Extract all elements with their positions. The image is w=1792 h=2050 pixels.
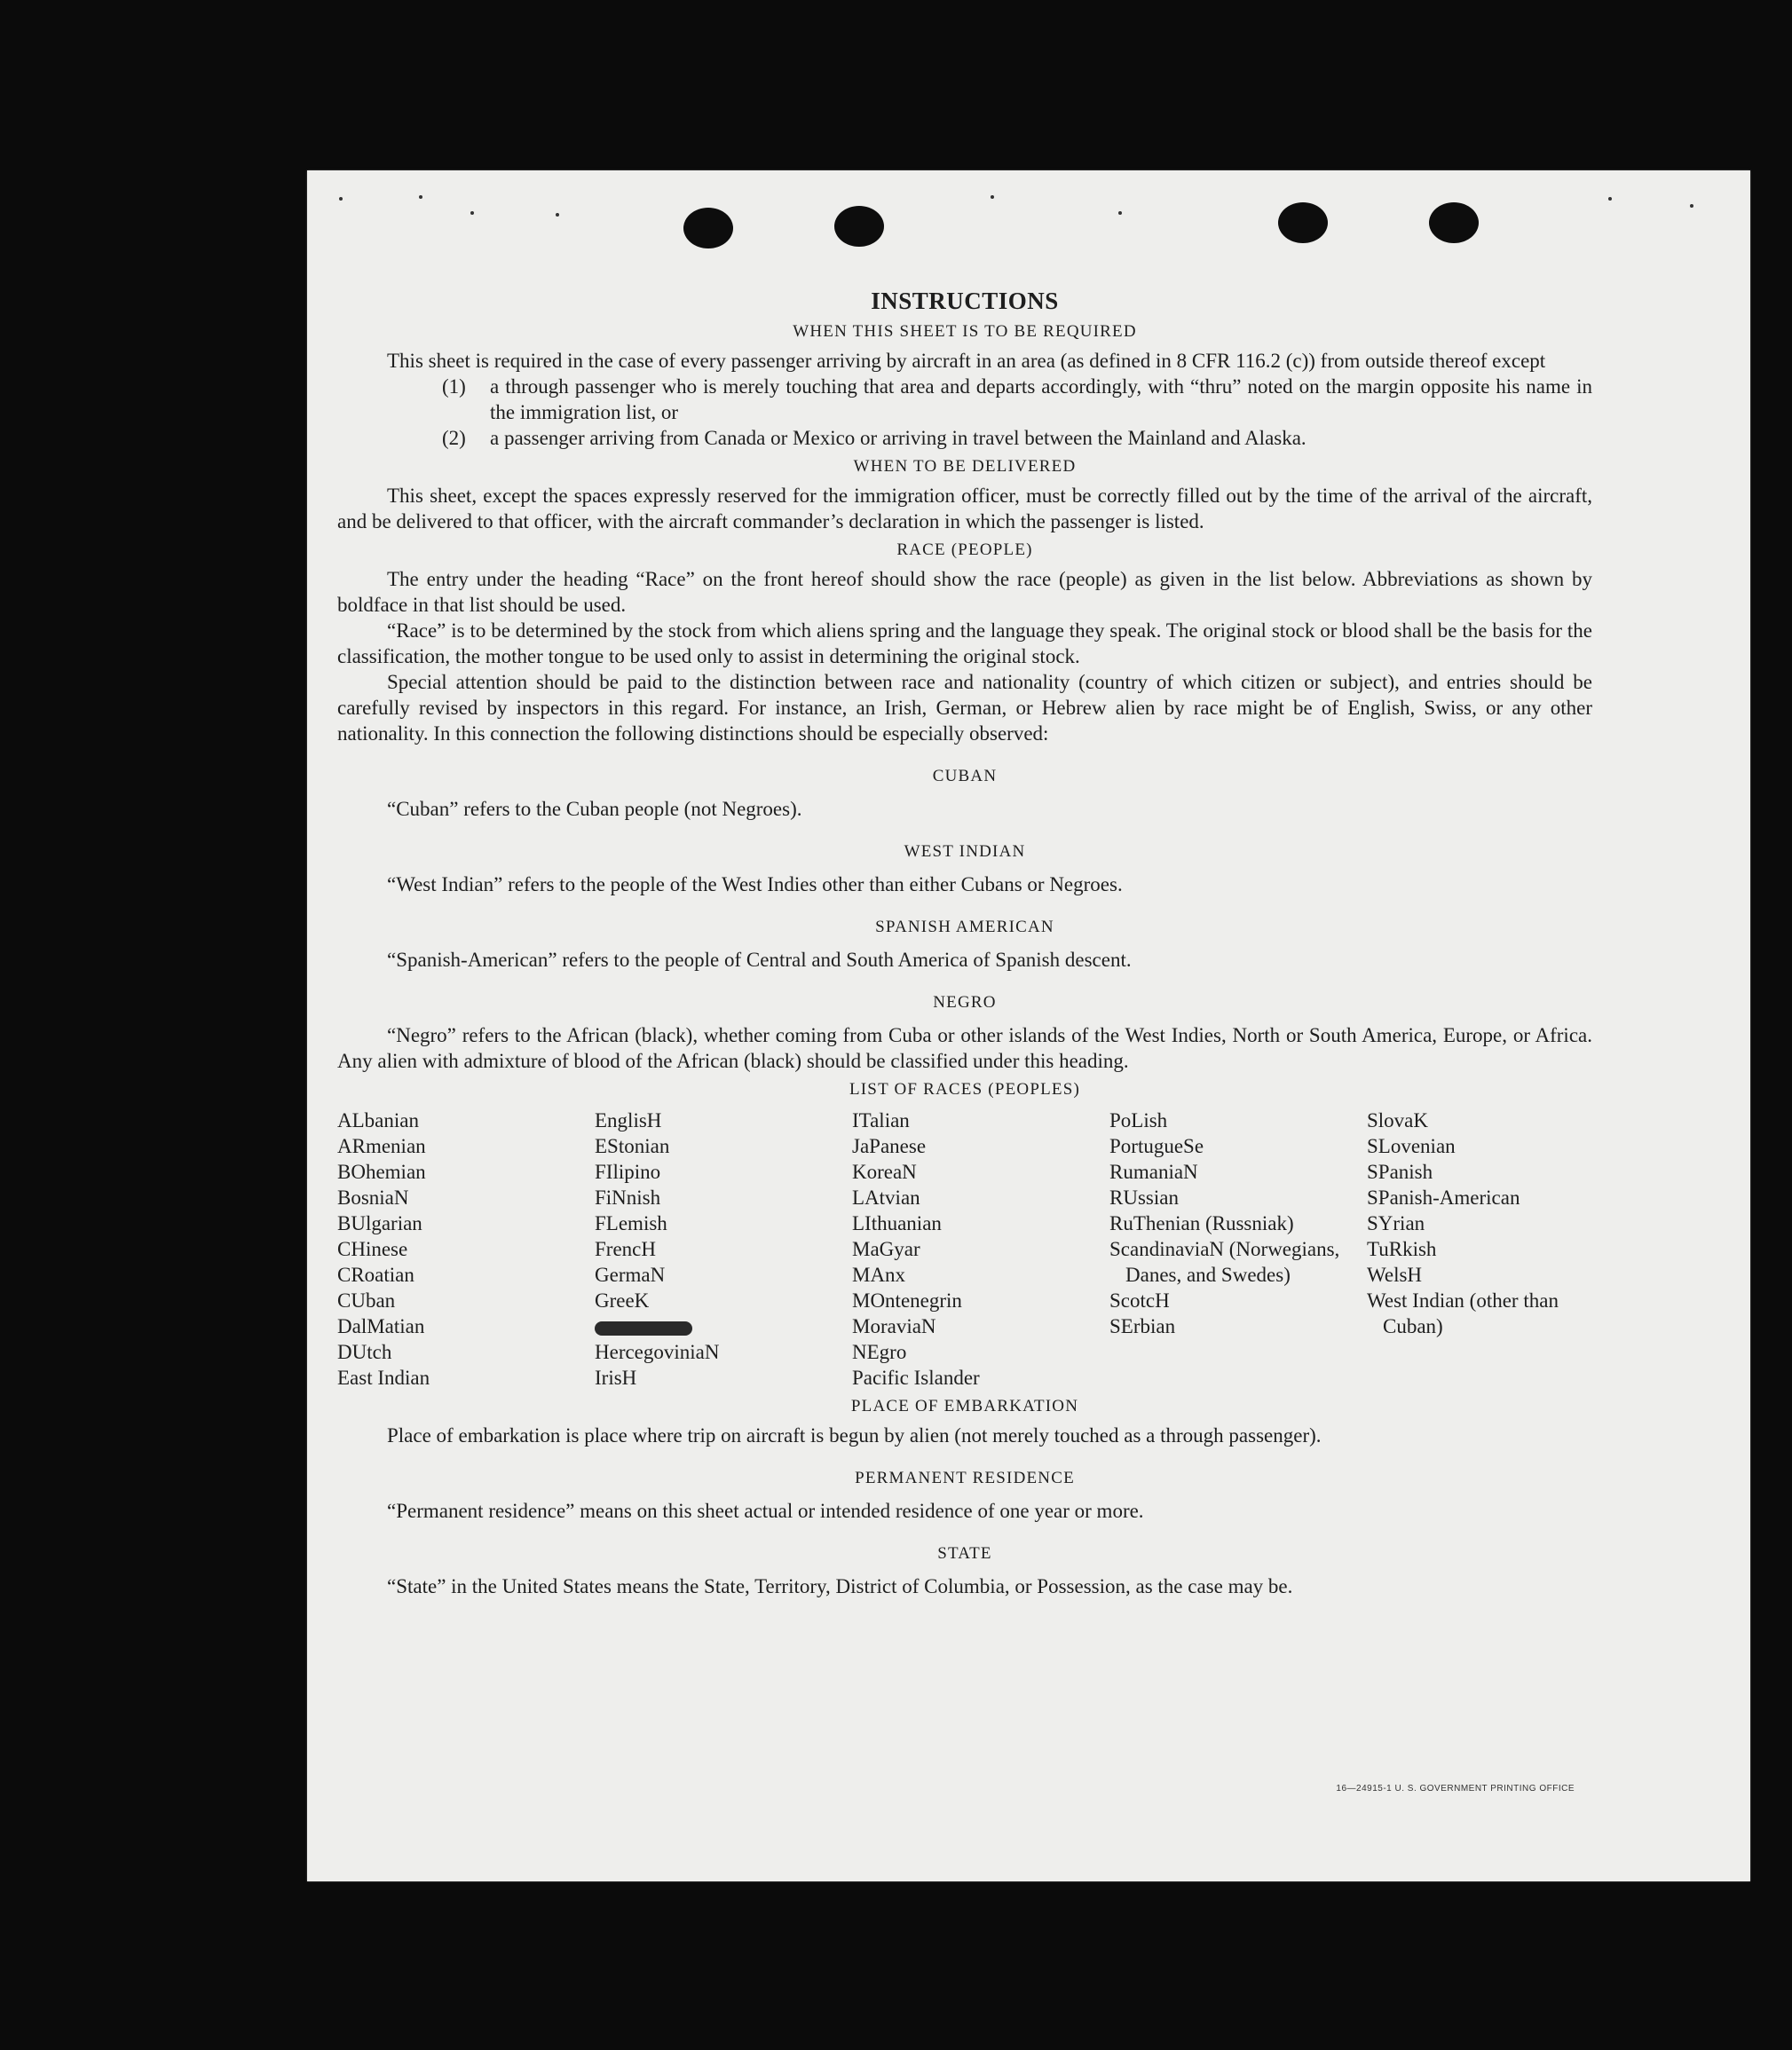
punch-hole <box>683 208 733 248</box>
speck <box>1690 204 1693 208</box>
speck <box>470 211 474 215</box>
race-entry: GreeK <box>595 1289 650 1312</box>
race-entry: East Indian <box>337 1367 430 1389</box>
spanish-american-text: “Spanish-American” refers to the people of Central and South America of Spanish descent. <box>387 949 1132 971</box>
race-column <box>852 1108 1109 1391</box>
heading-spanish-american: SPANISH AMERICAN <box>875 918 1054 936</box>
race-entry-redacted <box>595 1313 852 1339</box>
race-entry: FrencH <box>595 1238 656 1260</box>
punch-hole <box>1429 202 1479 243</box>
exception-item <box>442 374 1592 425</box>
race-entry: GermaN <box>595 1264 666 1286</box>
exception-item <box>442 425 1592 451</box>
heading-cuban: CUBAN <box>932 767 998 785</box>
instruction-sheet <box>307 170 1750 1881</box>
race-entry: WelsH <box>1367 1264 1423 1286</box>
race-entry: FIlipino <box>595 1161 661 1183</box>
heading-west-indian: WEST INDIAN <box>904 842 1026 861</box>
race-entry: IrisH <box>595 1367 637 1389</box>
race-paragraph-2: “Race” is to be determined by the stock from which aliens spring and the language they speak. The original stock or blood shall be the basis for the classification, the mother tongue to be used only to assist in determining the original stock. <box>337 619 1592 667</box>
speck <box>339 197 343 201</box>
exception-number: (2) <box>442 427 466 449</box>
heading-required: WHEN THIS SHEET IS TO BE REQUIRED <box>793 322 1137 341</box>
race-entry: SPanish-American <box>1367 1187 1520 1209</box>
race-entry: EStonian <box>595 1135 670 1157</box>
race-column <box>1367 1108 1592 1391</box>
race-entry: BOhemian <box>337 1161 426 1183</box>
instructions-content <box>337 286 1592 1599</box>
race-entry: ITalian <box>852 1109 910 1131</box>
exception-number: (1) <box>442 375 466 398</box>
race-entry: West Indian (other than Cuban) <box>1367 1289 1559 1337</box>
race-entry: BUlgarian <box>337 1212 422 1234</box>
race-entry: MoraviaN <box>852 1315 936 1337</box>
race-entry: SLovenian <box>1367 1135 1456 1157</box>
race-entry: LAtvian <box>852 1187 920 1209</box>
race-entry: ALbanian <box>337 1109 419 1131</box>
race-entry: NEgro <box>852 1341 907 1363</box>
punch-hole <box>834 206 884 247</box>
race-entry: ScandinaviaN (Norwegians, Danes, and Swedes) <box>1109 1238 1340 1286</box>
race-entry: ScotcH <box>1109 1289 1170 1312</box>
heading-embarkation: PLACE OF EMBARKATION <box>850 1397 1079 1415</box>
punch-hole <box>1278 202 1328 243</box>
race-entry: MOntenegrin <box>852 1289 962 1312</box>
printing-office-code: 16—24915-1 U. S. GOVERNMENT PRINTING OFFICE <box>1336 1784 1575 1794</box>
negro-text: “Negro” refers to the African (black), whether coming from Cuba or other islands of the West Indies, North or South America, Europe, or Africa. Any alien with admixture of blood of the African (black) should be classified under this heading. <box>337 1024 1592 1072</box>
race-entry: PoLish <box>1109 1109 1168 1131</box>
race-entry: SlovaK <box>1367 1109 1428 1131</box>
west-indian-text: “West Indian” refers to the people of the West Indies other than either Cubans or Negroes. <box>387 873 1123 895</box>
state-text: “State” in the United States means the State, Territory, District of Columbia, or Possession, as the case may be. <box>387 1575 1293 1597</box>
race-column <box>595 1108 852 1391</box>
race-entry: KoreaN <box>852 1161 917 1183</box>
speck <box>1118 211 1122 215</box>
heading-delivered: WHEN TO BE DELIVERED <box>853 457 1077 476</box>
race-entry: PortugueSe <box>1109 1135 1204 1157</box>
race-list <box>337 1108 1592 1391</box>
race-entry: DUtch <box>337 1341 392 1363</box>
speck <box>556 213 559 217</box>
race-entry: BosniaN <box>337 1187 409 1209</box>
cuban-text: “Cuban” refers to the Cuban people (not Negroes). <box>387 798 802 820</box>
race-column <box>1109 1108 1367 1391</box>
race-paragraph-1: The entry under the heading “Race” on the front hereof should show the race (people) as given in the list below. Abbreviations as shown by boldface in that list should be used. <box>337 568 1592 616</box>
embarkation-text: Place of embarkation is place where trip on aircraft is begun by alien (not merely touched as a through passenger). <box>387 1424 1322 1447</box>
race-entry: SYrian <box>1367 1212 1425 1234</box>
race-entry: RUssian <box>1109 1187 1179 1209</box>
residence-text: “Permanent residence” means on this sheet actual or intended residence of one year or more. <box>387 1500 1144 1522</box>
redaction-mark <box>595 1321 692 1336</box>
speck <box>1608 197 1612 201</box>
heading-negro: NEGRO <box>933 993 997 1012</box>
exception-text: a through passenger who is merely touching that area and departs accordingly, with “thru” noted on the margin opposite his name in the immigration list, or <box>490 375 1592 423</box>
race-entry: DalMatian <box>337 1315 425 1337</box>
race-entry: Pacific Islander <box>852 1367 980 1389</box>
race-entry: ARmenian <box>337 1135 426 1157</box>
page-title: INSTRUCTIONS <box>871 288 1059 314</box>
race-paragraph-3: Special attention should be paid to the distinction between race and nationality (country of which citizen or subject), and entries should be carefully revised by inspectors in this regard. For instance, an Irish, German, or Hebrew alien by race might be of English, Swiss, or any other nationality. In this connection the following distinctions should be especially observed: <box>337 671 1592 745</box>
race-entry: SErbian <box>1109 1315 1176 1337</box>
race-entry: MAnx <box>852 1264 906 1286</box>
race-column <box>337 1108 595 1391</box>
race-entry: JaPanese <box>852 1135 927 1157</box>
heading-race: RACE (PEOPLE) <box>896 540 1033 559</box>
race-entry: SPanish <box>1367 1161 1433 1183</box>
heading-race-list: LIST OF RACES (PEOPLES) <box>849 1080 1081 1099</box>
race-entry: TuRkish <box>1367 1238 1437 1260</box>
race-entry: CRoatian <box>337 1264 414 1286</box>
speck <box>419 195 422 199</box>
race-entry: LIthuanian <box>852 1212 942 1234</box>
race-entry: FiNnish <box>595 1187 661 1209</box>
race-entry: MaGyar <box>852 1238 920 1260</box>
race-entry: CHinese <box>337 1238 408 1260</box>
delivered-text: This sheet, except the spaces expressly reserved for the immigration officer, must be correctly filled out by the time of the arrival of the aircraft, and be delivered to that officer, with the aircraft commander’s declaration in which the passenger is listed. <box>337 485 1592 532</box>
race-entry: EnglisH <box>595 1109 662 1131</box>
heading-permanent-residence: PERMANENT RESIDENCE <box>855 1469 1075 1487</box>
race-entry: FLemish <box>595 1212 667 1234</box>
race-entry: RuThenian (Russniak) <box>1109 1212 1294 1234</box>
required-intro: This sheet is required in the case of every passenger arriving by aircraft in an area (as defined in 8 CFR 116.2 (c)) from outside thereof except <box>387 350 1546 372</box>
exception-text: a passenger arriving from Canada or Mexico or arriving in travel between the Mainland and Alaska. <box>490 427 1307 449</box>
speck <box>991 195 994 199</box>
heading-state: STATE <box>937 1544 992 1563</box>
race-entry: RumaniaN <box>1109 1161 1198 1183</box>
race-entry: CUban <box>337 1289 396 1312</box>
race-entry: HercegoviniaN <box>595 1341 720 1363</box>
